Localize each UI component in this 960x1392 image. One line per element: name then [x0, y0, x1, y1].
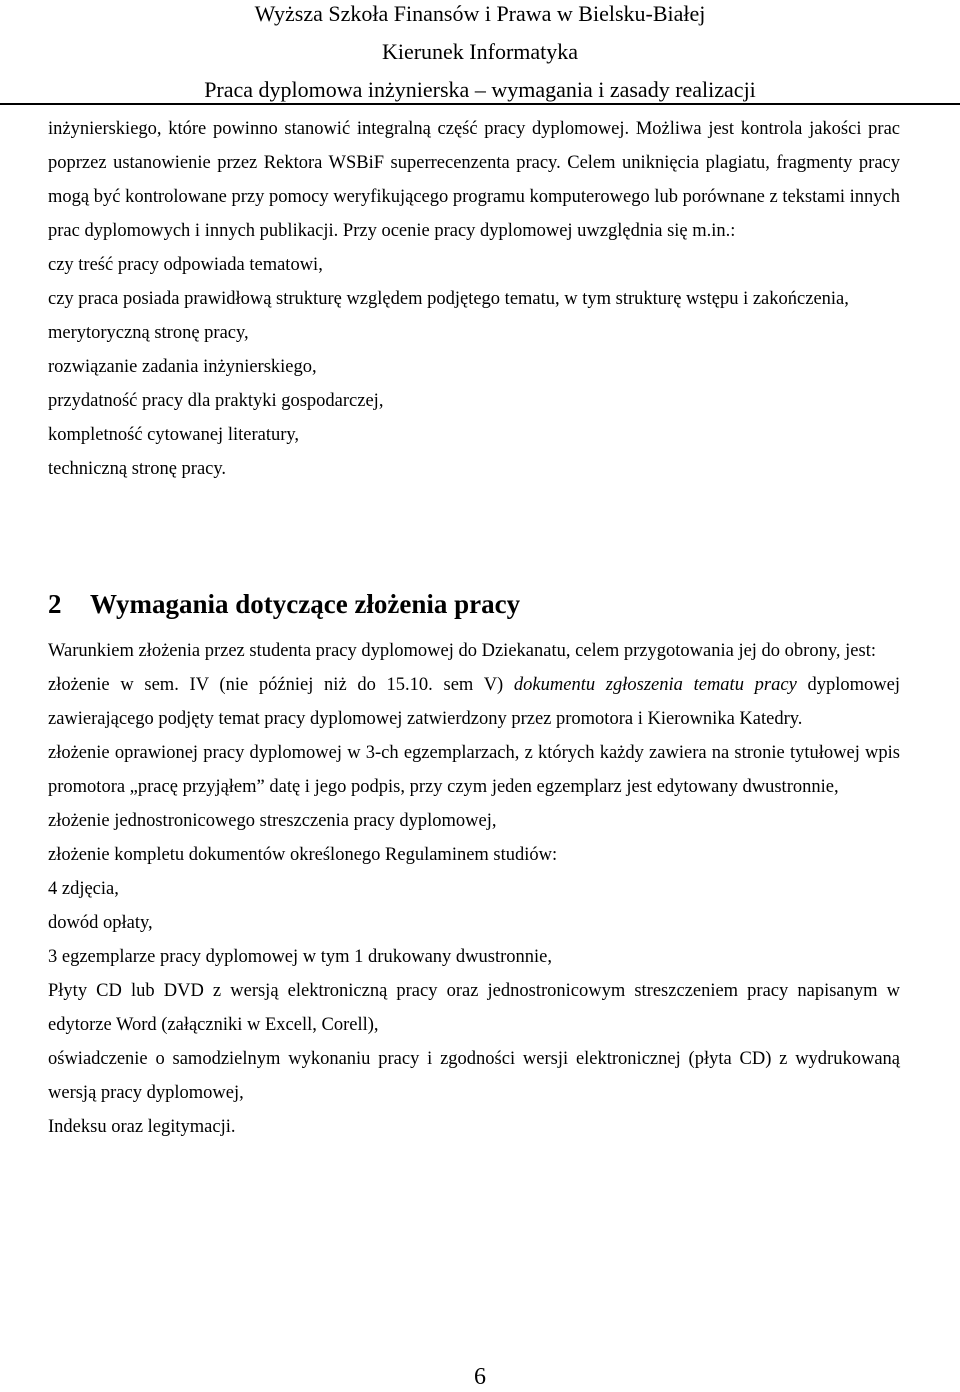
requirement-item: złożenie kompletu dokumentów określonego Regulaminem studiów:: [48, 845, 558, 865]
document-item: 4 zdjęcia,: [48, 879, 119, 899]
section-2-body: [48, 634, 900, 1144]
criteria-item: czy treść pracy odpowiada tematowi,: [48, 255, 323, 275]
criteria-item: kompletność cytowanej literatury,: [48, 425, 300, 445]
intro-paragraph: inżynierskiego, które powinno stanowić integralną część pracy dyplomowej. Możliwa jest kontrola jakości prac poprzez ustanowienie przez Rektora WSBiF superrecenzenta pracy. Celem uniknięcia plagiatu, fragmenty pracy mogą być kontrolowane przy pomocy weryfikującego programu komputerowego lub porównane z tekstami innych prac dyplomowych i innych publikacji. Przy ocenie pracy dyplomowej uwzględnia się m.in.:: [48, 119, 900, 241]
requirement-text: złożenie w sem. IV (nie później niż do 15.10. sem V): [48, 675, 514, 695]
section-title: Wymagania dotyczące złożenia pracy: [90, 589, 521, 619]
requirement-text: dyplomowej zawierającego podjęty temat pracy dyplomowej zatwierdzony przez promotora i Kierownika Katedry.: [48, 675, 900, 729]
criteria-item: czy praca posiada prawidłową strukturę względem podjętego tematu, w tym strukturę wstępu i zakończenia,: [48, 289, 849, 309]
page-number: 6: [474, 1364, 486, 1390]
document-item: dowód opłaty,: [48, 913, 153, 933]
document-item: Indeksu oraz legitymacji.: [48, 1117, 236, 1137]
header-divider: [0, 103, 960, 105]
requirement-item: złożenie oprawionej pracy dyplomowej w 3-ch egzemplarzach, z których każdy zawiera na stronie tytułowej wpis promotora „pracę przyjąłem” datę i jego podpis, przy czym jeden egzemplarz jest edytowany dwustronnie,: [48, 743, 900, 797]
section-number: 2: [48, 589, 62, 619]
requirement-item: złożenie jednostronicowego streszczenia pracy dyplomowej,: [48, 811, 497, 831]
criteria-item: techniczną stronę pracy.: [48, 459, 227, 479]
header-field-of-study: Kierunek Informatyka: [381, 39, 579, 64]
document-item: oświadczenie o samodzielnym wykonaniu pracy i zgodności wersji elektronicznej (płyta CD) z wydrukowaną wersją pracy dyplomowej,: [48, 1049, 900, 1103]
header-document-title: Praca dyplomowa inżynierska – wymagania i zasady realizacji: [204, 77, 756, 102]
document-item: Płyty CD lub DVD z wersją elektroniczną pracy oraz jednostronicowym streszczeniem pracy napisanym w edytorze Word (załączniki w Excell, Corell),: [48, 981, 900, 1035]
criteria-item: przydatność pracy dla praktyki gospodarczej,: [48, 391, 384, 411]
section-1-continuation: [48, 112, 900, 486]
section-2-intro: Warunkiem złożenia przez studenta pracy dyplomowej do Dziekanatu, celem przygotowania jej do obrony, jest:: [48, 641, 876, 661]
header-institution: Wyższa Szkoła Finansów i Prawa w Bielsku-Białej: [254, 1, 706, 26]
section-2-heading: [48, 586, 520, 622]
criteria-item: rozwiązanie zadania inżynierskiego,: [48, 357, 317, 377]
requirement-document-name: dokumentu zgłoszenia tematu pracy: [513, 675, 797, 695]
criteria-item: merytoryczną stronę pracy,: [48, 323, 249, 343]
requirement-item: [48, 668, 900, 736]
document-item: 3 egzemplarze pracy dyplomowej w tym 1 drukowany dwustronnie,: [48, 947, 552, 967]
